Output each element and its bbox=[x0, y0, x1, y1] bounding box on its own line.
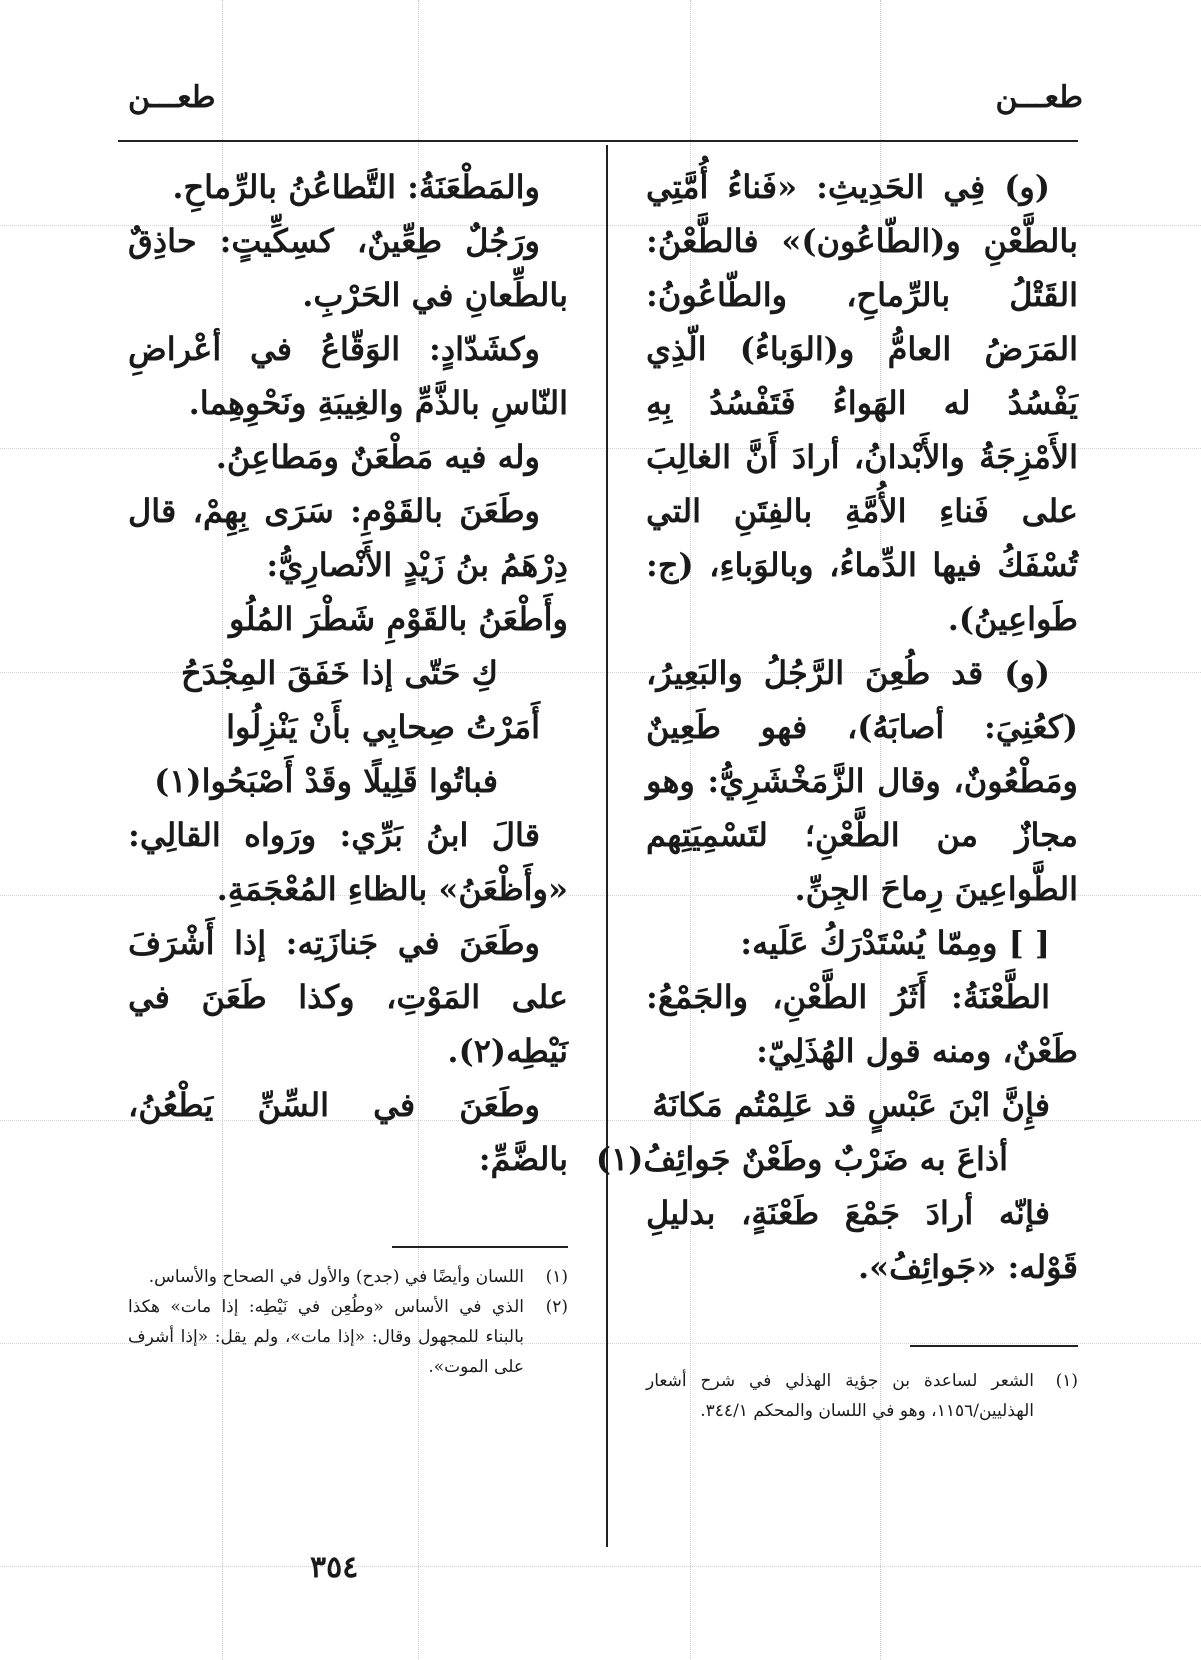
paragraph: (و) فِي الحَدِيثِ: «فَناءُ أُمَّتِي بالطَّعْنِ و(الطّاعُون)» فالطَّعْنُ: القَتْلُ بالرِّماحِ، والطّاعُونُ: المَرَضُ العامُّ و(الوَباءُ) الّذِي يَفْسُدُ له الهَواءُ فَتَفْسُدُ بِهِ الأَمْزِجَةُ والأَبْدانُ، أرادَ أَنَّ الغالِبَ على فَناءِ الأُمَّةِ بالفِتَنِ التي تُسْفَكُ فيها الدِّماءُ، وبالوَباءِ، (ج: طَواعِينُ). bbox=[646, 168, 1078, 638]
verse-line: أَمَرْتُ صِحابِي بأَنْ يَنْزِلُوا bbox=[226, 708, 540, 746]
paragraph: [ ] ومِمّا يُسْتَدْرَكُ عَلَيه: bbox=[740, 924, 1050, 962]
page-number: ٣٥٤ bbox=[310, 1550, 359, 1585]
right-column bbox=[595, 160, 1078, 1294]
verse-line: أذاعَ به ضَرْبٌ وطَعْنٌ جَوائِفُ(١) bbox=[595, 1140, 1008, 1178]
paragraph: الطَّعْنَةُ: أَثَرُ الطَّعْنِ، والجَمْعُ: طَعْنٌ، ومنه قول الهُذَلِيّ: bbox=[646, 978, 1078, 1070]
paragraph: وله فيه مَطْعَنٌ ومَطاعِنُ. bbox=[215, 438, 540, 476]
footnote-rule bbox=[392, 1246, 568, 1248]
footnote-number: (٢) bbox=[545, 1297, 568, 1317]
paragraph: وطَعَنَ في جَنازَتِه: إذا أَشْرَفَ على المَوْتِ، وكذا طَعَنَ في نَيْطِه(٢). bbox=[128, 924, 568, 1070]
footnote-rule bbox=[910, 1345, 1078, 1347]
right-footnotes bbox=[646, 1366, 1078, 1426]
scan-guide-line bbox=[0, 1566, 1201, 1567]
paragraph: فإنّه أرادَ جَمْعَ طَعْنَةٍ، بدليلِ قَوْله: «جَوائِفُ». bbox=[646, 1194, 1078, 1286]
column-divider bbox=[606, 145, 608, 1547]
paragraph: (و) قد طُعِنَ الرَّجُلُ والبَعِيرُ، (كعُنِيَ: أصابَهُ)، فهو طَعِينٌ ومَطْعُونٌ، وقال الزَّمَخْشَرِيُّ: وهو مجازٌ من الطَّعْنِ؛ لتَسْمِيَتِهم الطَّواعِينَ رِماحَ الجِنِّ. bbox=[646, 654, 1078, 908]
paragraph: ورَجُلٌ طِعِّينٌ، كسِكِّيتٍ: حاذِقٌ بالطِّعانِ في الحَرْبِ. bbox=[128, 222, 568, 314]
paragraph: وطَعَنَ في السِّنِّ يَطْعُنُ، بالضَّمِّ: bbox=[128, 1086, 568, 1178]
paragraph: وطَعَنَ بالقَوْمِ: سَرَى بِهِمْ، قال دِرْهَمُ بنُ زَيْدٍ الأَنْصارِيُّ: bbox=[128, 492, 568, 584]
verse-line: كِ حَتّى إذا خَفَقَ المِجْدَحُ bbox=[181, 654, 498, 692]
footnote-item bbox=[128, 1292, 568, 1382]
running-head-right: طعـــن bbox=[995, 80, 1083, 115]
verse-line: فباتُوا قَلِيلًا وقَدْ أَصْبَحُوا(١) bbox=[154, 762, 498, 800]
left-footnotes bbox=[128, 1262, 568, 1382]
footnote-item bbox=[646, 1366, 1078, 1426]
footnote-text: اللسان وأيضًا في (جدح) والأول في الصحاح والأساس. bbox=[148, 1267, 524, 1287]
running-head-left: طعـــن bbox=[128, 80, 216, 115]
footnote-number: (١) bbox=[545, 1267, 568, 1287]
footnote-text: الذي في الأساس «وطُعِن في نَيْطِه: إذا مات» هكذا بالبناء للمجهول وقال: «إذا مات»، ولم يقل: «إذا أشرف على الموت». bbox=[128, 1297, 524, 1377]
footnote-item bbox=[128, 1262, 568, 1292]
footnote-number: (١) bbox=[1055, 1371, 1078, 1391]
verse-line: وأَطْعَنُ بالقَوْمِ شَطْرَ المُلُو bbox=[229, 600, 568, 638]
paragraph: قالَ ابنُ بَرِّي: ورَواه القالِي: «وأَظْعَنُ» بالظاءِ المُعْجَمَةِ. bbox=[128, 816, 568, 908]
footnote-text: الشعر لساعدة بن جؤية الهذلي في شرح أشعار الهذليين/١١٥٦، وهو في اللسان والمحكم ٣٤٤/١. bbox=[646, 1371, 1034, 1421]
paragraph: وكشَدّادٍ: الوَقّاعُ في أعْراضِ النّاسِ بالذَّمِّ والغِيبَةِ ونَحْوِهِما. bbox=[128, 330, 568, 422]
header-rule bbox=[118, 140, 1078, 142]
paragraph: والمَطْعَنَةُ: التَّطاعُنُ بالرِّماحِ. bbox=[172, 168, 540, 206]
left-column bbox=[128, 160, 568, 1186]
verse-line: فإِنَّ ابْنَ عَبْسٍ قد عَلِمْتُم مَكانَهُ bbox=[652, 1086, 1050, 1124]
